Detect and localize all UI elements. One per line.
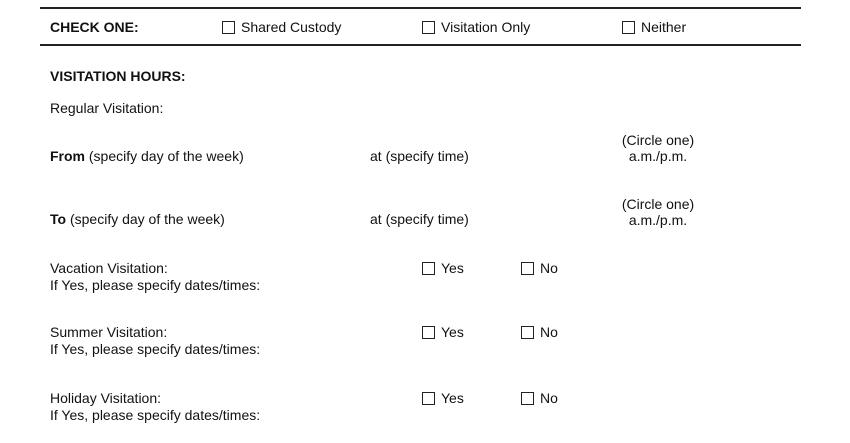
- summer-prompt: If Yes, please specify dates/times:: [50, 341, 261, 357]
- holiday-yes-label: Yes: [441, 390, 464, 406]
- to-circle-one: [612, 196, 704, 228]
- neither-checkbox[interactable]: [622, 21, 635, 34]
- from-circle-one-label: (Circle one): [621, 132, 695, 148]
- from-bold: From: [50, 148, 85, 164]
- shared-custody-checkbox[interactable]: [222, 21, 235, 34]
- from-label: [50, 148, 244, 164]
- summer-yes-label: Yes: [441, 324, 464, 340]
- neither-label: Neither: [641, 19, 687, 35]
- check-one-label: CHECK ONE:: [50, 19, 139, 35]
- vacation-yes-option[interactable]: [422, 260, 464, 276]
- from-specify: (specify day of the week): [85, 148, 244, 164]
- visitation-only-option[interactable]: [422, 19, 530, 35]
- holiday-yes-checkbox[interactable]: [422, 392, 435, 405]
- shared-custody-option[interactable]: [222, 19, 341, 35]
- vacation-prompt: If Yes, please specify dates/times:: [50, 277, 261, 293]
- to-bold: To: [50, 211, 67, 227]
- summer-yes-checkbox[interactable]: [422, 326, 435, 339]
- shared-custody-label: Shared Custody: [241, 19, 342, 35]
- to-specify: (specify day of the week): [66, 211, 225, 227]
- vacation-title: Vacation Visitation:: [50, 260, 168, 276]
- vacation-no-checkbox[interactable]: [521, 262, 534, 275]
- holiday-prompt: If Yes, please specify dates/times:: [50, 407, 261, 423]
- summer-no-label: No: [540, 324, 558, 340]
- from-circle-one: [612, 132, 704, 164]
- to-at-time-label: at (specify time): [370, 211, 469, 227]
- summer-yes-option[interactable]: [422, 324, 464, 340]
- visitation-hours-heading: VISITATION HOURS:: [50, 68, 186, 84]
- holiday-title: Holiday Visitation:: [50, 390, 162, 406]
- from-at-time-label: at (specify time): [370, 148, 469, 164]
- summer-title: Summer Visitation:: [50, 324, 168, 340]
- from-ampm: a.m./p.m.: [628, 148, 688, 164]
- holiday-yes-option[interactable]: [422, 390, 464, 406]
- holiday-no-option[interactable]: [521, 390, 558, 406]
- top-rule: [40, 7, 801, 9]
- vacation-no-label: No: [540, 260, 558, 276]
- summer-block: [50, 324, 260, 358]
- neither-option[interactable]: [622, 19, 686, 35]
- regular-visitation-label: Regular Visitation:: [50, 100, 164, 116]
- holiday-no-label: No: [540, 390, 558, 406]
- summer-no-option[interactable]: [521, 324, 558, 340]
- holiday-no-checkbox[interactable]: [521, 392, 534, 405]
- summer-no-checkbox[interactable]: [521, 326, 534, 339]
- to-circle-one-label: (Circle one): [621, 196, 695, 212]
- vacation-yes-checkbox[interactable]: [422, 262, 435, 275]
- holiday-block: [50, 390, 260, 424]
- vacation-no-option[interactable]: [521, 260, 558, 276]
- to-ampm: a.m./p.m.: [628, 212, 688, 228]
- check-one-bottom-rule: [40, 44, 801, 46]
- visitation-only-checkbox[interactable]: [422, 21, 435, 34]
- vacation-block: [50, 260, 260, 294]
- vacation-yes-label: Yes: [441, 260, 464, 276]
- to-label: [50, 211, 225, 227]
- visitation-only-label: Visitation Only: [441, 19, 531, 35]
